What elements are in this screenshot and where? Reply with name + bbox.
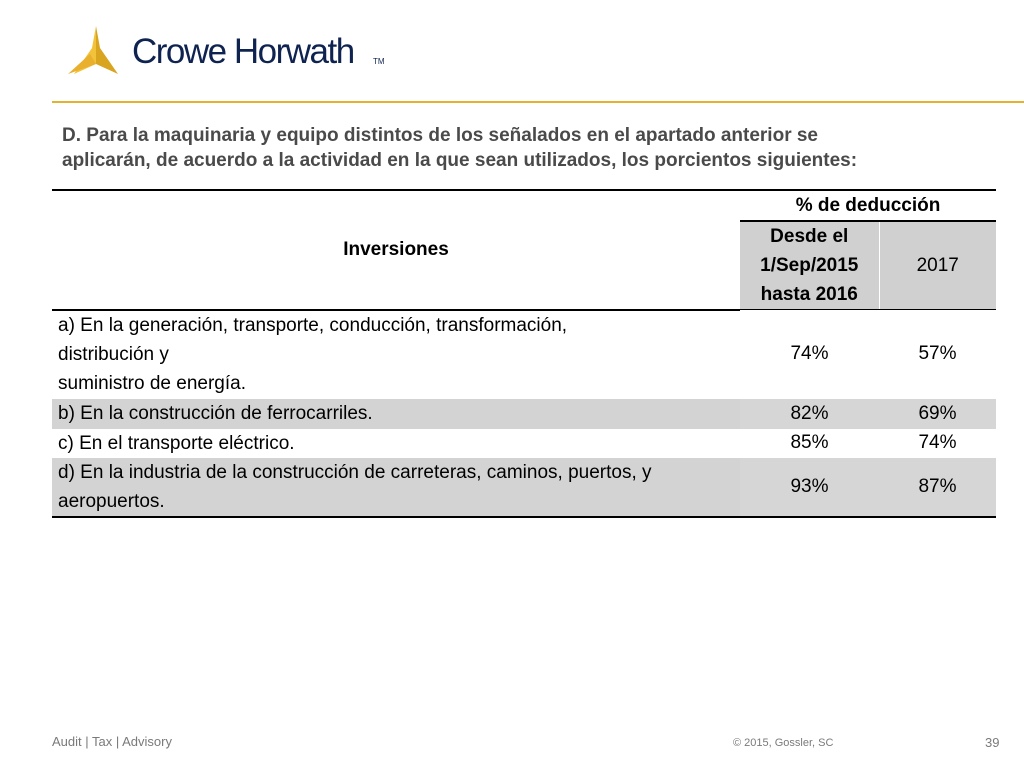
- row-value-2016: 74%: [790, 343, 829, 365]
- table-header-row: [52, 190, 996, 221]
- row-value-2017: 69%: [879, 399, 996, 429]
- row-label-line-2: aeropuertos.: [58, 490, 165, 512]
- row-label-line-2: distribución y: [58, 344, 169, 365]
- row-label-line-1: a) En la generación, transporte, conducción, transformación,: [58, 315, 568, 336]
- company-logo: [66, 26, 396, 80]
- table-row: [52, 399, 996, 429]
- row-label-line-3: suministro de energía.: [58, 373, 246, 394]
- row-label: [52, 458, 740, 517]
- row-label: [52, 310, 740, 399]
- header-desde-line-2: 1/Sep/2015: [760, 255, 859, 276]
- header-divider: [52, 101, 1024, 103]
- page-number: 39: [985, 735, 1000, 750]
- row-label: c) En el transporte eléctrico.: [58, 432, 295, 454]
- row-value-2017: 57%: [918, 343, 957, 365]
- row-label-line-1: d) En la industria de la construcción de carreteras, caminos, puertos, y: [58, 461, 652, 483]
- row-value-2017: 74%: [918, 432, 957, 453]
- row-value-2016: 93%: [740, 458, 879, 517]
- row-value-2016: 82%: [740, 399, 879, 429]
- deduction-table: [52, 189, 996, 518]
- table-row: [52, 429, 996, 458]
- footer-copyright: © 2015, Gossler, SC: [733, 737, 834, 749]
- heading-line-1: D. Para la maquinaria y equipo distintos de los señalados en el apartado anterior se: [62, 125, 819, 146]
- row-label: b) En la construcción de ferrocarriles.: [52, 399, 740, 429]
- header-desde-line-3: hasta 2016: [760, 284, 858, 305]
- header-year: 2017: [879, 221, 996, 310]
- table-row: [52, 310, 996, 399]
- row-value-2017: 87%: [879, 458, 996, 517]
- heading-line-2: aplicarán, de acuerdo a la actividad en la que sean utilizados, los porcientos siguientes:: [62, 150, 858, 171]
- logo-mark-icon: [66, 26, 122, 76]
- logo-trademark: TM: [373, 57, 385, 66]
- row-value-2016: 85%: [790, 432, 829, 453]
- slide-heading: [62, 123, 972, 173]
- logo-wordmark: Crowe Horwath: [132, 32, 354, 71]
- header-desde-line-1: Desde el: [770, 226, 849, 247]
- header-pct-deduccion: % de deducción: [740, 190, 996, 221]
- header-desde: [740, 221, 879, 310]
- table-row: [52, 458, 996, 517]
- footer-services: Audit | Tax | Advisory: [52, 734, 172, 749]
- header-inversiones: Inversiones: [52, 190, 740, 310]
